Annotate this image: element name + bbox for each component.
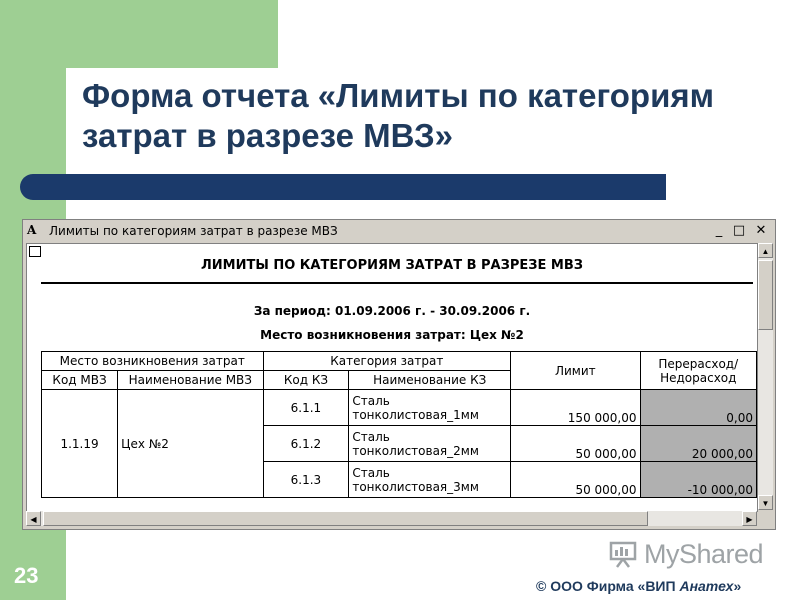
window-title: Лимиты по категориям затрат в разрезе МВЗ [49, 224, 338, 238]
mvz-name-cell: Цех №2 [118, 390, 263, 498]
header-name-mvz: Наименование МВЗ [118, 371, 263, 390]
horizontal-scrollbar[interactable] [26, 511, 757, 526]
kz-name-line1: Сталь [352, 465, 390, 480]
kz-name-line1: Сталь [352, 393, 390, 408]
header-code-mvz: Код МВЗ [42, 371, 118, 390]
scroll-up-icon[interactable]: ▲ [758, 243, 773, 258]
slide-title [82, 76, 782, 156]
copyright [536, 578, 741, 594]
minimize-button[interactable]: _ [715, 223, 723, 238]
header-place-group: Место возникновения затрат [42, 352, 264, 371]
limit-cell: 150 000,00 [511, 390, 640, 426]
logo-text: MyShared [644, 538, 764, 569]
header-overrun [640, 352, 756, 390]
scroll-down-icon[interactable]: ▼ [758, 495, 773, 510]
kz-name-cell [349, 462, 511, 498]
kz-name-line2: тонколистовая_2мм [352, 443, 479, 458]
app-icon: A [27, 223, 37, 237]
header-limit: Лимит [511, 352, 640, 390]
vertical-scrollbar[interactable] [758, 243, 773, 510]
kz-code-cell: 6.1.3 [263, 462, 349, 498]
window-titlebar[interactable] [23, 220, 775, 242]
overrun-cell: 20 000,00 [640, 426, 756, 462]
slide-title-line2: затрат в разрезе МВЗ» [82, 117, 454, 154]
kz-name-cell [349, 426, 511, 462]
limit-cell: 50 000,00 [511, 426, 640, 462]
overrun-cell: -10 000,00 [640, 462, 756, 498]
limits-table [41, 351, 757, 498]
header-overrun-line1: Перерасход/ [658, 356, 739, 371]
kz-name-line1: Сталь [352, 429, 390, 444]
report-place: Место возникновения затрат: Цех №2 [260, 328, 524, 342]
report-window [22, 219, 776, 530]
header-name-kz: Наименование КЗ [349, 371, 511, 390]
kz-code-cell: 6.1.1 [263, 390, 349, 426]
myshared-logo [608, 536, 763, 572]
copyright-suffix: » [733, 578, 742, 594]
limit-cell: 50 000,00 [511, 462, 640, 498]
report-content [26, 243, 758, 512]
kz-name-line2: тонколистовая_3мм [352, 479, 479, 494]
report-heading: ЛИМИТЫ ПО КАТЕГОРИЯМ ЗАТРАТ В РАЗРЕЗЕ МВЗ [200, 258, 583, 273]
horizontal-scroll-thumb[interactable] [43, 511, 648, 526]
slide-number: 23 [14, 563, 39, 588]
header-code-kz: Код КЗ [263, 371, 349, 390]
kz-name-line2: тонколистовая_1мм [352, 407, 479, 422]
copyright-prefix: © ООО Фирма «ВИП [536, 578, 680, 594]
header-overrun-line2: Недорасход [660, 370, 737, 385]
slide-title-line1: Форма отчета «Лимиты по категориям [82, 77, 715, 114]
overrun-cell: 0,00 [640, 390, 756, 426]
kz-name-cell [349, 390, 511, 426]
kz-code-cell: 6.1.2 [263, 426, 349, 462]
mvz-code-cell: 1.1.19 [42, 390, 118, 498]
title-underline-bar [20, 174, 666, 200]
scroll-right-icon[interactable]: ▶ [742, 511, 757, 526]
report-divider [41, 282, 753, 284]
copyright-italic: Анатех [679, 578, 734, 594]
checkbox-icon[interactable] [29, 246, 41, 257]
close-button[interactable]: ✕ [755, 223, 767, 238]
report-period: За период: 01.09.2006 г. - 30.09.2006 г. [253, 304, 531, 318]
header-category-group: Категория затрат [263, 352, 511, 371]
presentation-board-icon [608, 539, 638, 569]
maximize-button[interactable]: □ [732, 223, 746, 238]
scroll-left-icon[interactable]: ◀ [26, 511, 41, 526]
vertical-scroll-thumb[interactable] [758, 260, 773, 330]
table-row [42, 390, 757, 426]
